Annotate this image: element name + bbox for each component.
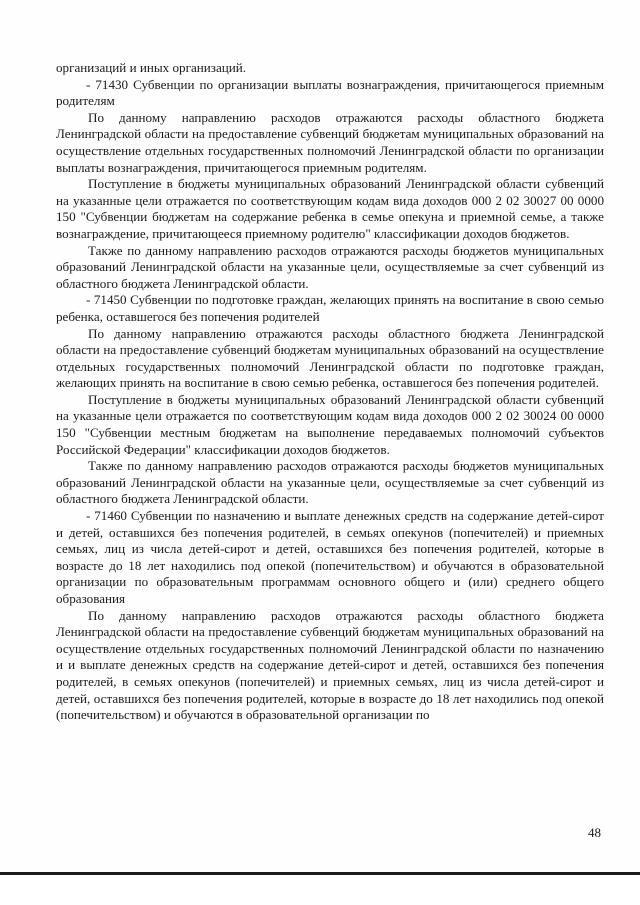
- paragraph: Поступление в бюджеты муниципальных образований Ленинградской области субвенций на указанные цели отражается по соответствующим кодам вида доходов 000 2 02 30027 00 0000 150 "Субвенции бюджетам на содержание ребенка в семье опекуна и приемной семье, а также вознаграждение, причитающееся приемному родителю" классификации доходов бюджетов.: [56, 176, 604, 241]
- paragraph: - 71450 Субвенции по подготовке граждан, желающих принять на воспитание в свою семью ребенка, оставшегося без попечения родителей: [56, 292, 604, 324]
- paragraph: Поступление в бюджеты муниципальных образований Ленинградской области субвенций на указанные цели отражается по соответствующим кодам вида доходов 000 2 02 30024 00 0000 150 "Субвенции местным бюджетам на выполнение передаваемых полномочий субъектов Российской Федерации" классификации доходов бюджетов.: [56, 391, 604, 457]
- paragraph: - 71460 Субвенции по назначению и выплате денежных средств на содержание детей-сирот и детей, оставшихся без попечения родителей, в семьях опекунов (попечителей) и приемных семьях, лиц из числа детей-сирот и детей, оставшихся без попечения родителей, которые в возрасте до 18 лет находились под опекой (попечительством) и обучаются в образовательной организации по образовательным программам основного общего и (или) среднего общего образования: [56, 508, 604, 606]
- document-body: [56, 60, 604, 724]
- paragraph: Также по данному направлению расходов отражаются расходы бюджетов муниципальных образований Ленинградской области на указанные цели, осуществляемые за счет субвенций из областного бюджета Ленинградской области.: [56, 242, 604, 291]
- page-number: 48: [588, 825, 601, 840]
- paragraph: По данному направлению расходов отражаются расходы областного бюджета Ленинградской области на предоставление субвенций бюджетам муниципальных образований на осуществление отдельных государственных полномочий Ленинградской области по назначению и и выплате денежных средств на содержание детей-сирот и детей, оставшихся без попечения родителей, в семьях опекунов (попечителей) и приемных семьях, лиц из числа детей-сирот и детей, оставшихся без попечения родителей, которые в возрасте до 18 лет находились под опекой (попечительством) и обучаются в образовательной организации по: [56, 607, 604, 723]
- paragraph: Также по данному направлению расходов отражаются расходы бюджетов муниципальных образований Ленинградской области на указанные цели, осуществляемые за счет субвенций из областного бюджета Ленинградской области.: [56, 458, 604, 507]
- paragraph: - 71430 Субвенции по организации выплаты вознаграждения, причитающегося приемным родителям: [56, 76, 604, 109]
- paragraph: организаций и иных организаций.: [56, 60, 247, 75]
- paragraph: По данному направлению отражаются расходы областного бюджета Ленинградской области на предоставление субвенций бюджетам муниципальных образований на осуществление отдельных государственных полномочий Ленинградской области по подготовке граждан, желающих принять на воспитание в свою семью ребенка, оставшегося без попечения родителей.: [56, 325, 604, 391]
- paragraph: По данному направлению расходов отражаются расходы областного бюджета Ленинградской области на предоставление субвенций бюджетам муниципальных образований на осуществление отдельных государственных полномочий Ленинградской области по организации выплаты вознаграждения, причитающегося приемным родителям.: [56, 109, 604, 175]
- scan-bottom-edge: [0, 872, 640, 905]
